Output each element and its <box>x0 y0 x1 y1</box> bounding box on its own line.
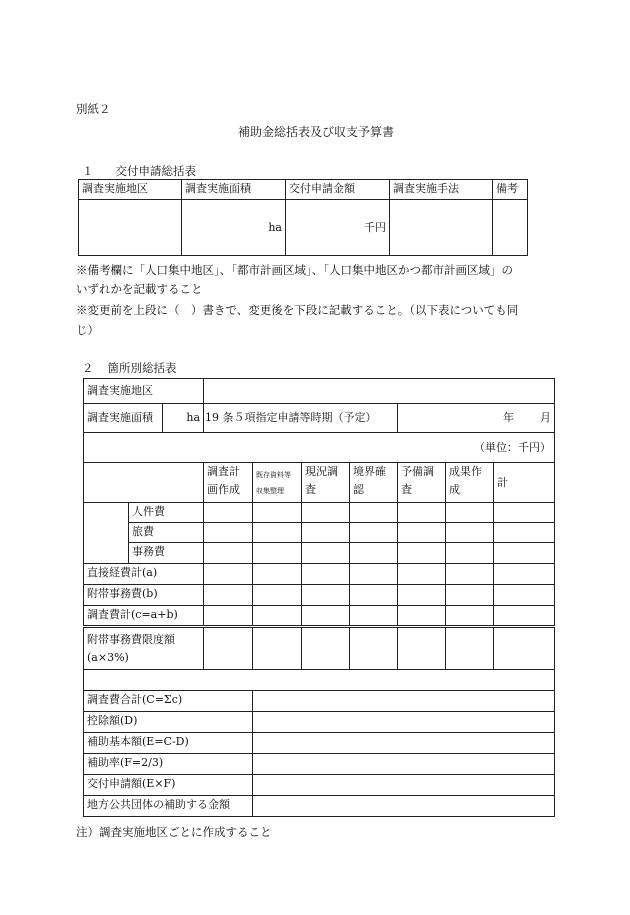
row-label-base-amount: 補助基本額(E=C-D) <box>84 733 253 754</box>
year-label: 年 <box>503 411 515 424</box>
unit-note: （単位：千円） <box>84 433 555 463</box>
col-header-total: 計 <box>494 463 555 503</box>
site-summary-table <box>83 378 555 817</box>
subgroup-blank <box>84 503 129 564</box>
header-application-amount: 交付申請金額 <box>286 180 390 200</box>
row-label-local-government: 地方公共団体の補助する金額 <box>84 796 253 817</box>
value-schedule <box>398 404 555 433</box>
row-label-total-survey: 調査費合計(C=Σc) <box>84 691 253 712</box>
section2-number: ２ <box>82 361 94 375</box>
section1-number: １ <box>82 164 94 178</box>
footnote: 注）調査実施地区ごとに作成すること <box>76 825 272 839</box>
cell-amount-unit: 千円 <box>286 200 390 256</box>
row-label-subsidy-rate: 補助率(F=2/3) <box>84 754 253 775</box>
cell-remarks <box>493 200 528 256</box>
header-remarks: 備考 <box>493 180 528 200</box>
label-schedule: 19 条５項指定申請等時期（予定） <box>204 404 398 433</box>
document-label: 別紙２ <box>76 102 111 116</box>
row-label-personnel: 人件費 <box>129 503 204 523</box>
section2-heading <box>82 360 177 376</box>
col-header-existing-data: 既存資料等 収集整理 <box>253 463 302 503</box>
row-label-survey-total: 調査費計(c=a+b) <box>84 606 204 627</box>
col-header-preliminary: 予備調 査 <box>398 463 446 503</box>
row-label-deduction: 控除額(D) <box>84 712 253 733</box>
page-title: 補助金総括表及び収支予算書 <box>238 125 395 139</box>
section1-heading <box>82 163 196 179</box>
header-survey-method: 調査実施手法 <box>390 180 493 200</box>
header-survey-size: 調査実施面積 <box>182 180 286 200</box>
cell-area-unit: ha <box>182 200 286 256</box>
row-label-application-amount: 交付申請額(E×F) <box>84 775 253 796</box>
row-label-incidental: 附帯事務費(b) <box>84 585 204 606</box>
col-header-boundary: 境界確 認 <box>350 463 398 503</box>
cell-survey-area <box>79 200 182 256</box>
header-blank <box>84 463 204 503</box>
cell-survey-method <box>390 200 493 256</box>
application-summary-table <box>78 179 528 256</box>
col-header-plan: 調査計 画作成 <box>204 463 253 503</box>
col-header-results: 成果作 成 <box>446 463 494 503</box>
col-header-field-survey: 現況調 査 <box>302 463 350 503</box>
row-label-direct-total: 直接経費計(a) <box>84 564 204 585</box>
note2-line2: じ） <box>76 323 99 337</box>
header-survey-area: 調査実施地区 <box>79 180 182 200</box>
spacer-row <box>84 670 555 691</box>
value-survey-size-unit: ha <box>163 404 204 433</box>
section1-title: 交付申請総括表 <box>115 164 196 178</box>
note1-line2: いずれかを記載すること <box>76 282 203 296</box>
row-label-travel: 旅費 <box>129 523 204 543</box>
row-label-limit: 附帯事務費限度額 (a×3%) <box>84 627 204 670</box>
label-survey-size: 調査実施面積 <box>84 404 163 433</box>
month-label: 月 <box>540 411 552 424</box>
row-label-office: 事務費 <box>129 543 204 564</box>
value-survey-area <box>204 379 555 404</box>
section2-title: 箇所別総括表 <box>107 361 177 375</box>
note2-line1: ※変更前を上段に（ ）書きで、変更後を下段に記載すること。（以下表についても同 <box>76 303 519 317</box>
note1-line1: ※備考欄に「人口集中地区」、「都市計画区域」、「人口集中地区かつ都市計画区域」の <box>76 263 513 277</box>
label-survey-area: 調査実施地区 <box>84 379 204 404</box>
